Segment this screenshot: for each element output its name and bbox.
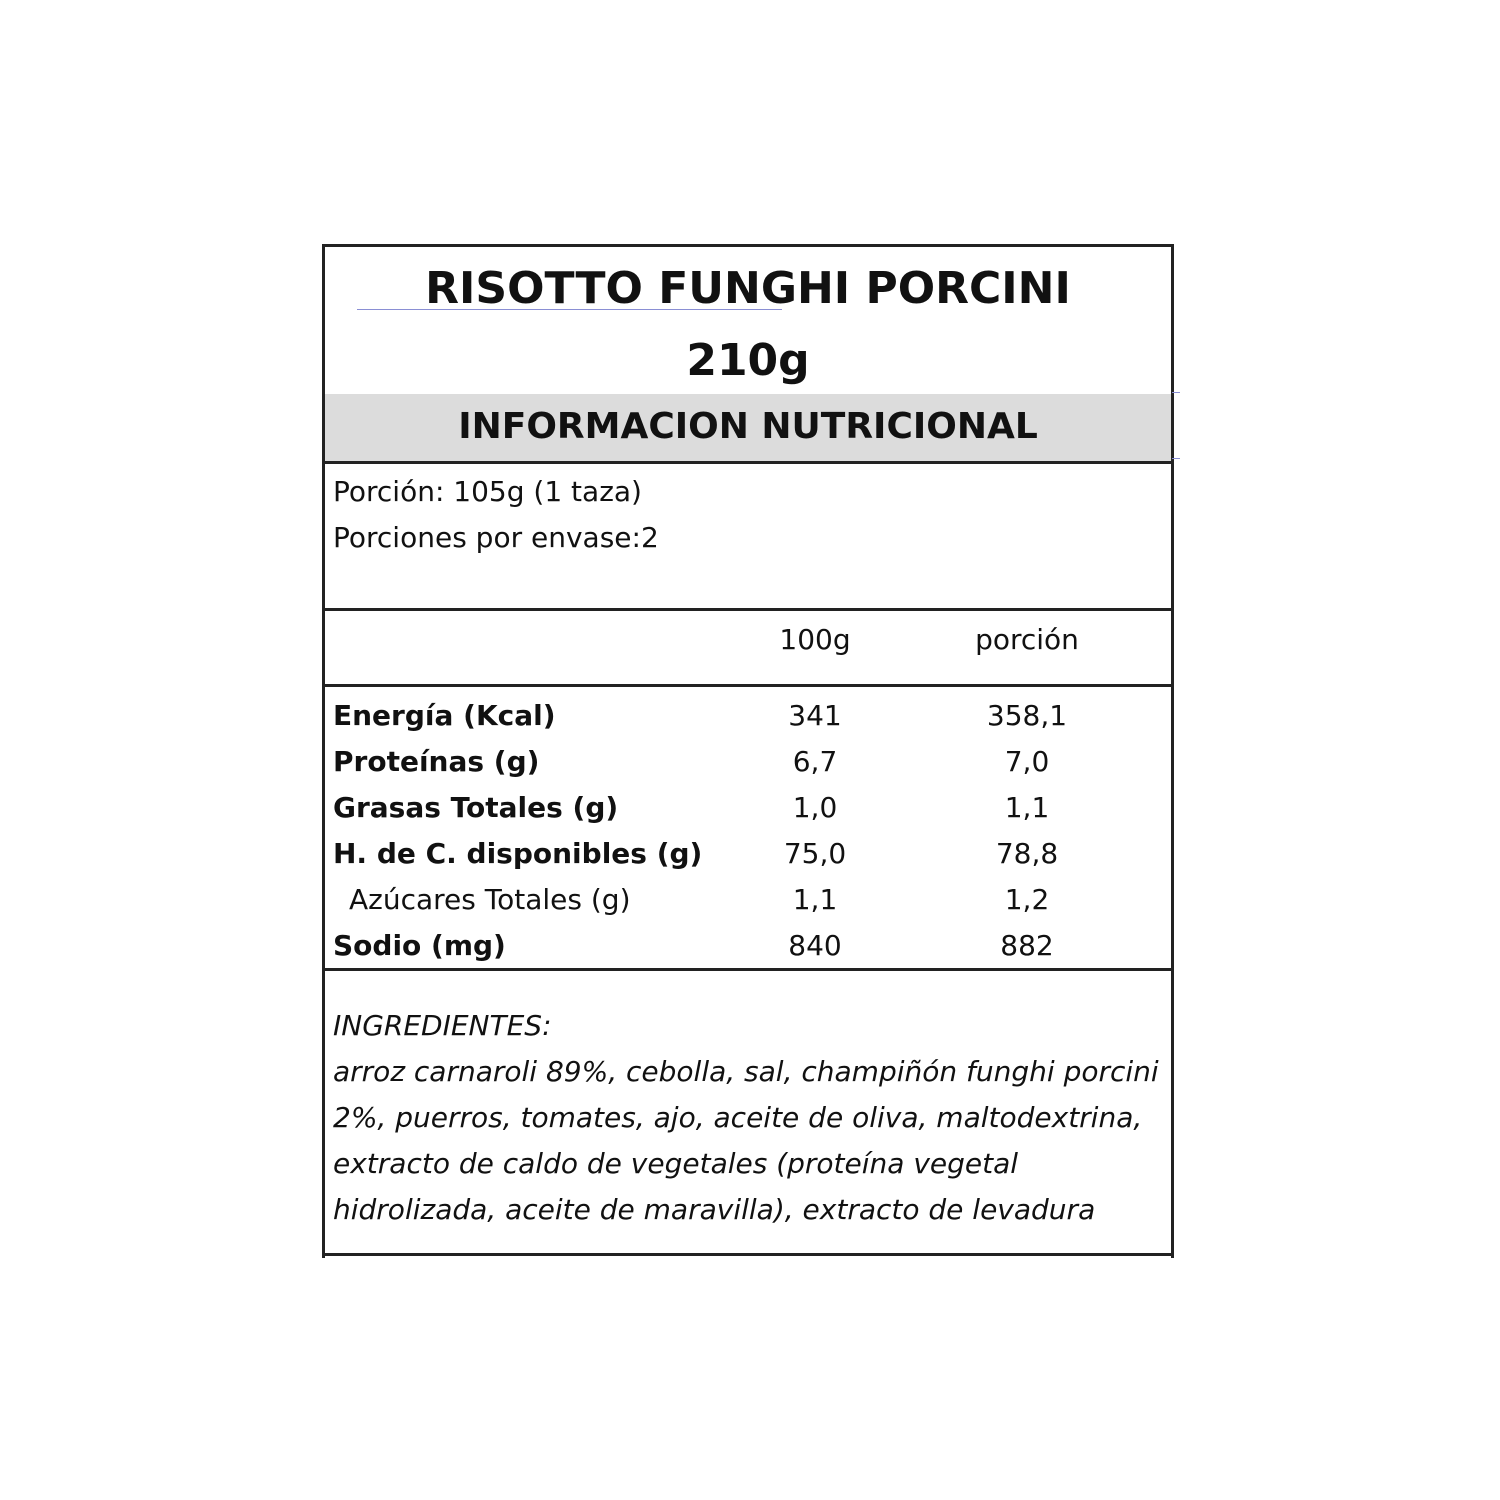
nutrient-value-100g: 1,1 bbox=[792, 883, 838, 916]
divider bbox=[325, 684, 1171, 687]
nutrient-value-100g: 840 bbox=[788, 929, 842, 962]
nutrient-name: H. de C. disponibles (g) bbox=[333, 837, 703, 870]
column-header-100g: 100g bbox=[779, 623, 851, 656]
cell-edge-mark bbox=[1172, 458, 1180, 459]
product-title: RISOTTO FUNGHI PORCINI bbox=[425, 263, 1071, 314]
nutrient-row bbox=[325, 837, 1171, 883]
product-weight: 210g bbox=[686, 335, 810, 386]
nutrient-row bbox=[325, 745, 1171, 791]
portions-per-pack: Porciones por envase:2 bbox=[333, 521, 659, 554]
title-block bbox=[325, 247, 1171, 394]
nutrient-value-portion: 882 bbox=[1000, 929, 1054, 962]
nutrient-value-100g: 341 bbox=[788, 699, 842, 732]
nutrient-name: Grasas Totales (g) bbox=[333, 791, 619, 824]
nutrient-value-100g: 75,0 bbox=[783, 837, 847, 870]
selection-underline bbox=[357, 309, 782, 310]
nutrient-name: Proteínas (g) bbox=[333, 745, 540, 778]
divider bbox=[325, 968, 1171, 971]
column-header-portion: porción bbox=[975, 623, 1079, 656]
nutrient-row bbox=[325, 791, 1171, 837]
nutrient-value-portion: 1,1 bbox=[1004, 791, 1050, 824]
nutrient-value-portion: 1,2 bbox=[1004, 883, 1050, 916]
nutrient-value-100g: 6,7 bbox=[792, 745, 838, 778]
nutrient-value-100g: 1,0 bbox=[792, 791, 838, 824]
nutrient-value-portion: 7,0 bbox=[1004, 745, 1050, 778]
portion-size: Porción: 105g (1 taza) bbox=[333, 475, 642, 508]
divider bbox=[325, 1253, 1171, 1256]
ingredients-line: 2%, puerros, tomates, ajo, aceite de oliva, maltodextrina, bbox=[333, 1101, 1143, 1134]
ingredients-line: extracto de caldo de vegetales (proteína vegetal bbox=[333, 1147, 1019, 1180]
nutrient-row bbox=[325, 883, 1171, 929]
nutrient-row bbox=[325, 699, 1171, 745]
divider bbox=[325, 461, 1171, 464]
ingredients-line: arroz carnaroli 89%, cebolla, sal, champiñón funghi porcini bbox=[333, 1055, 1159, 1088]
nutrition-header-label: INFORMACION NUTRICIONAL bbox=[458, 406, 1038, 447]
nutrient-name: Sodio (mg) bbox=[333, 929, 506, 962]
nutrition-label bbox=[322, 244, 1174, 1258]
nutrient-value-portion: 78,8 bbox=[995, 837, 1059, 870]
cell-edge-mark bbox=[1172, 392, 1180, 393]
ingredients-line: hidrolizada, aceite de maravilla), extracto de levadura bbox=[333, 1193, 1096, 1226]
nutrient-value-portion: 358,1 bbox=[986, 699, 1068, 732]
nutrient-name: Azúcares Totales (g) bbox=[349, 883, 631, 916]
ingredients-block bbox=[333, 1003, 1161, 1233]
divider bbox=[325, 608, 1171, 611]
ingredients-title: INGREDIENTES: bbox=[333, 1009, 552, 1042]
nutrition-header bbox=[325, 394, 1171, 461]
nutrient-name: Energía (Kcal) bbox=[333, 699, 556, 732]
